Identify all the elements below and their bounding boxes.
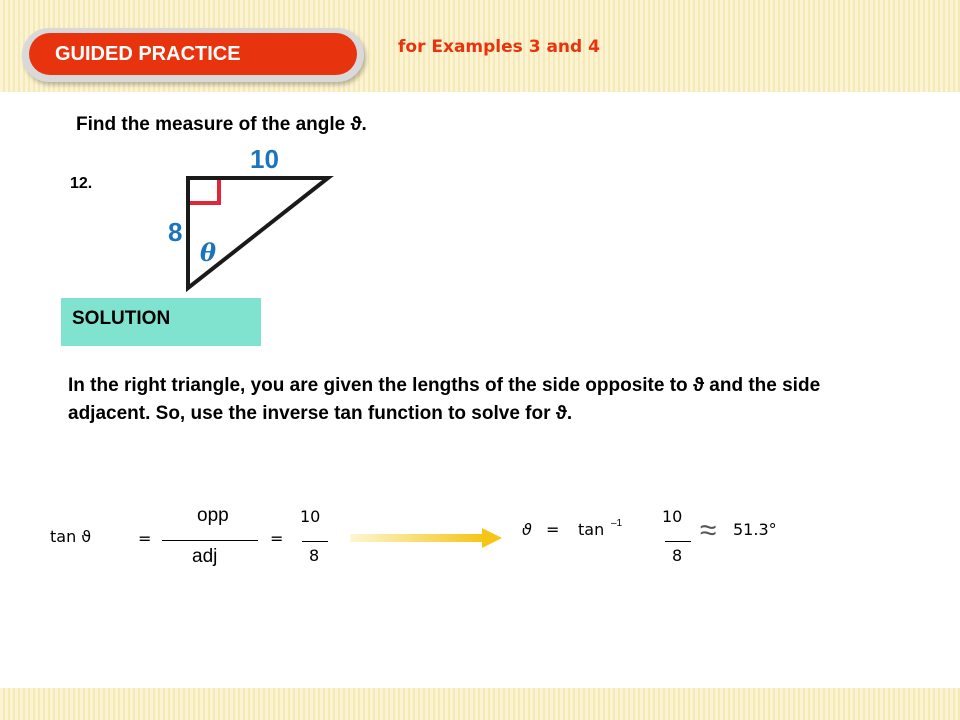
examples-reference: for Examples 3 and 4 [398, 37, 600, 57]
adj-denominator: adj [192, 546, 218, 567]
ten-numerator: 10 [300, 507, 321, 526]
inverse-exponent: –1 [611, 518, 623, 529]
tan-theta-lhs: tan ϑ [50, 527, 92, 546]
equals-sign-1: = [138, 529, 152, 548]
right-angle-marker [190, 180, 219, 203]
triangle [188, 178, 328, 288]
problem-number: 12. [70, 175, 93, 192]
tan-function: tan [578, 520, 605, 539]
ten-numerator-right: 10 [662, 507, 683, 526]
angle-label: θ [200, 238, 217, 267]
left-side-label: 8 [168, 217, 183, 247]
solution-explanation: In the right triangle, you are given the lengths of the side opposite to ϑ and the side adjacent. So, use the inverse tan function to solve for ϑ. [68, 375, 821, 424]
theta-lhs: ϑ [522, 520, 532, 539]
approx-symbol: ≈ [700, 514, 717, 547]
equals-sign-2: = [270, 529, 284, 548]
right-arrow-icon [350, 525, 505, 553]
fraction-bar-opp-adj [162, 540, 258, 541]
top-side-label: 10 [250, 144, 279, 174]
fraction-bar-right [665, 541, 691, 542]
eight-denominator-right: 8 [672, 546, 683, 565]
fraction-bar-10-8 [302, 541, 328, 542]
guided-practice-badge: GUIDED PRACTICE [29, 33, 357, 75]
equals-sign-3: = [546, 520, 560, 539]
eight-denominator: 8 [309, 546, 320, 565]
solution-label: SOLUTION [72, 308, 171, 329]
problem-prompt: Find the measure of the angle ϑ. [76, 114, 367, 135]
opp-numerator: opp [197, 505, 229, 526]
footer-band [0, 688, 960, 720]
result-value: 51.3° [733, 520, 777, 539]
right-triangle-figure [150, 140, 350, 300]
